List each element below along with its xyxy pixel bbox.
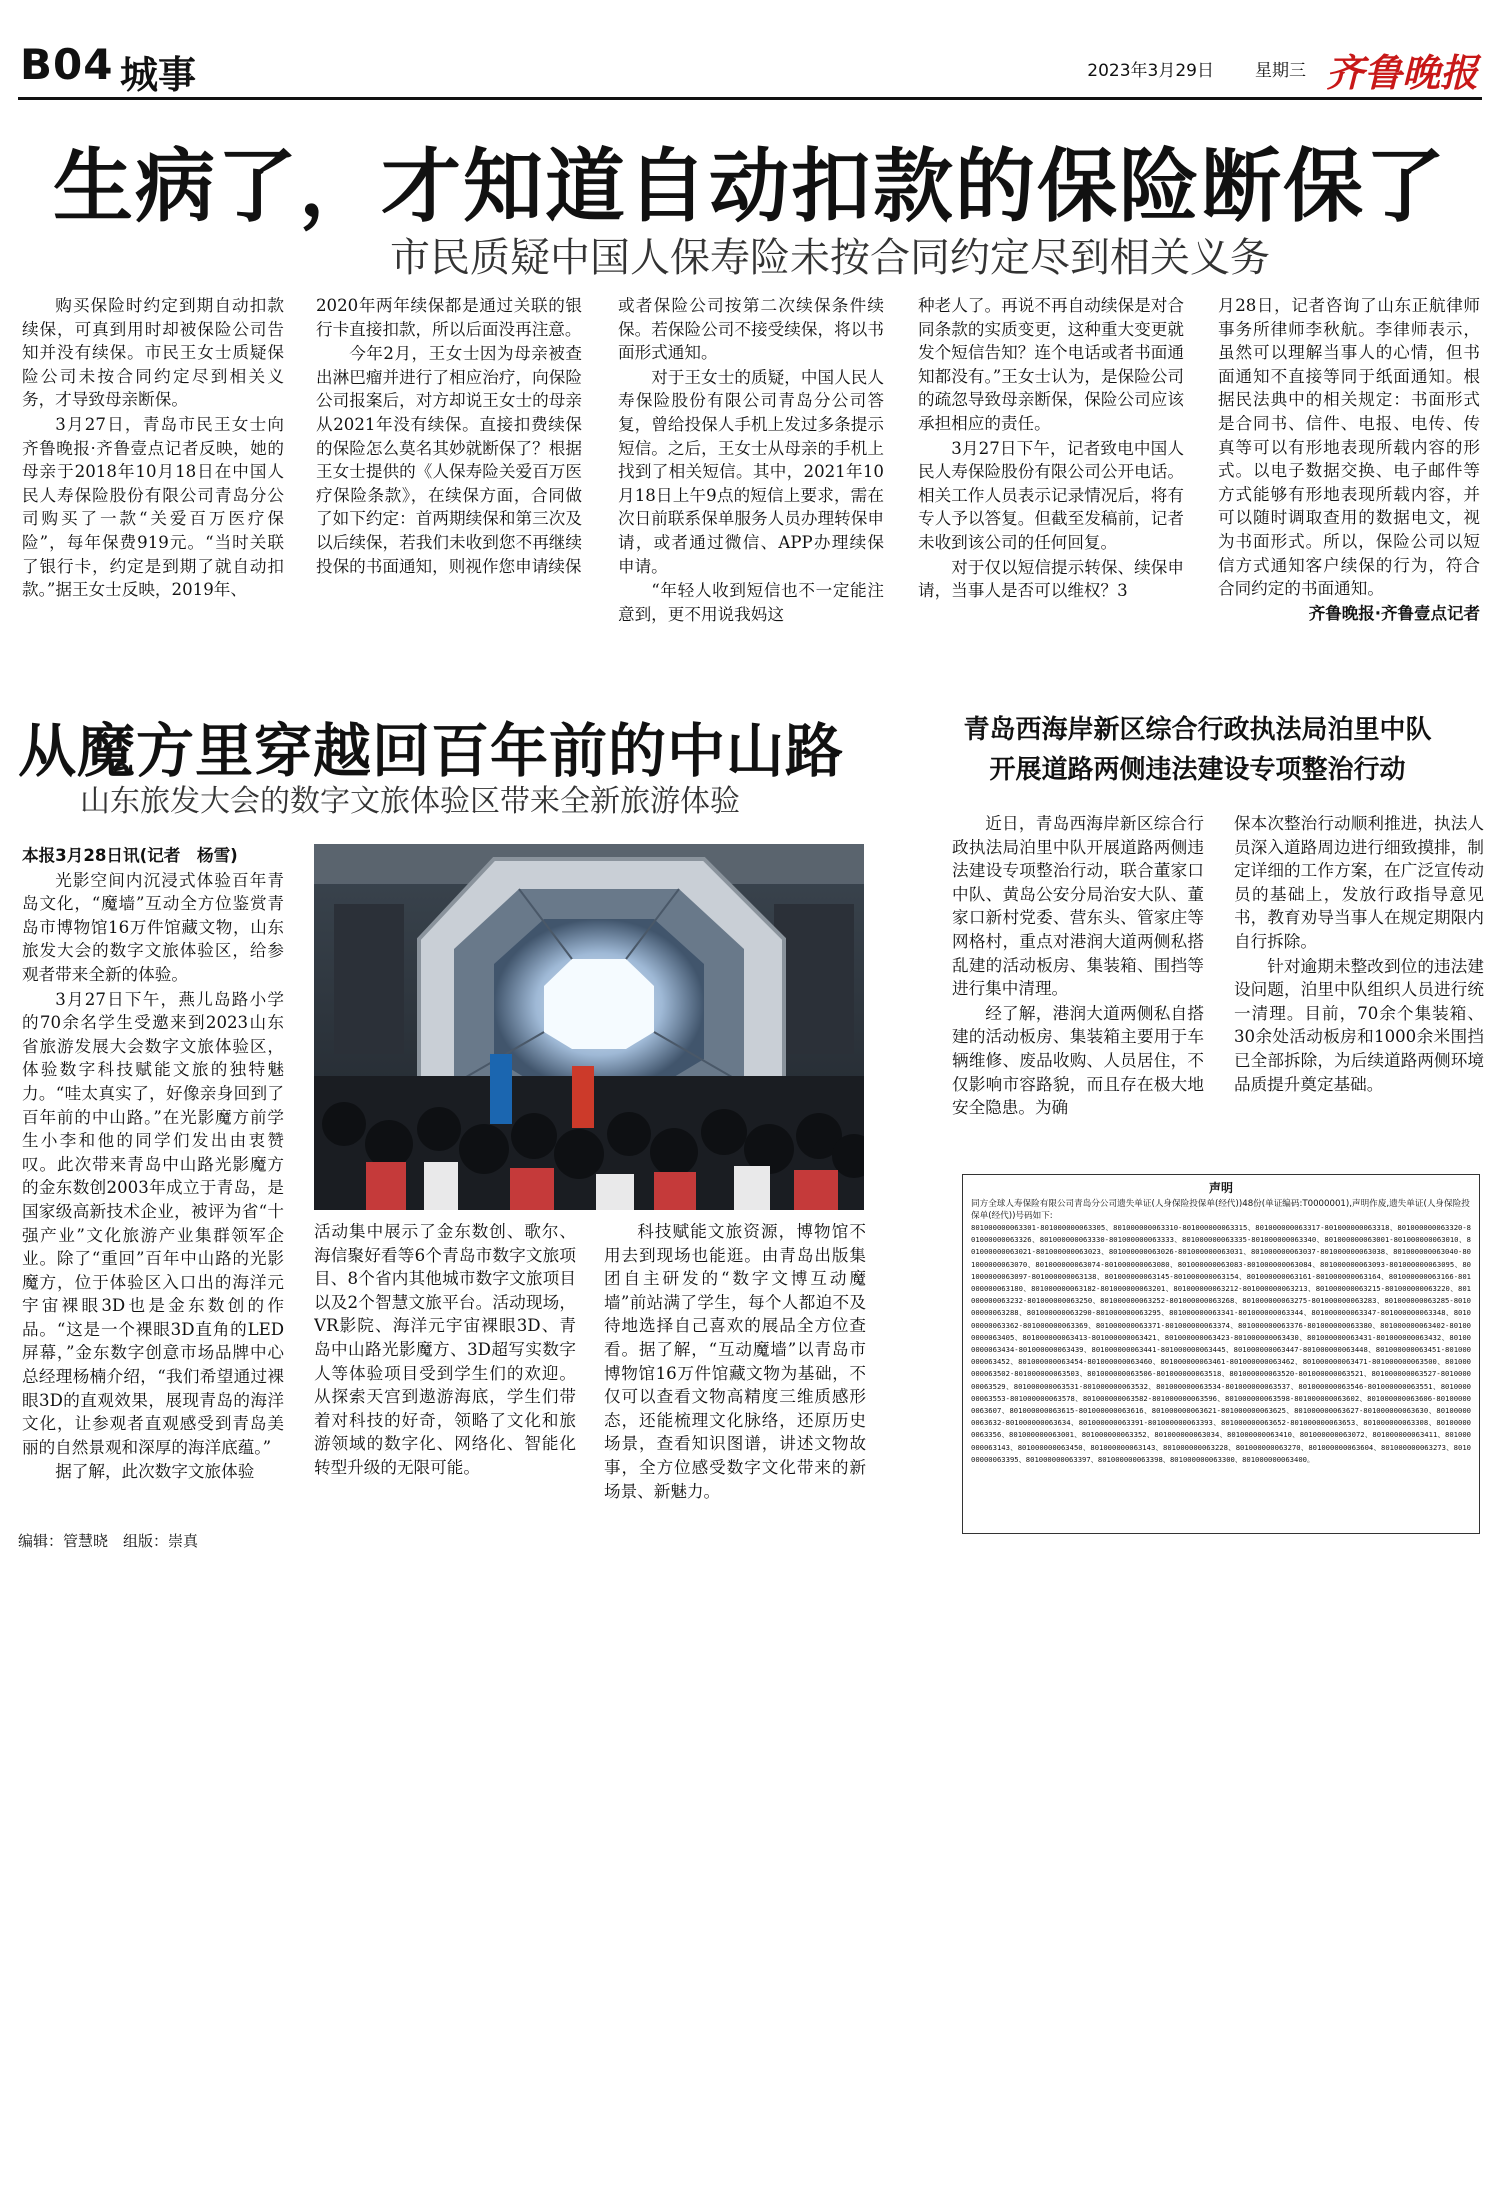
paragraph: 活动集中展示了金东数创、歌尔、海信聚好看等6个青岛市数字文旅项目、8个省内其他城市数字文旅项目以及2个智慧文旅平台。活动现场，VR影院、海洋元宇宙裸眼3D、青岛中山路光影魔方、3D超写实数字人等体验项目受到学生们的欢迎。从探索天宫到遨游海底，学生们带着对科技的好奇，领略了文化和旅游领域的数字化、网络化、智能化转型升级的无限可能。	[314, 1222, 576, 1477]
paragraph: 月28日，记者咨询了山东正航律师事务所律师李秋航。李律师表示，虽然可以理解当事人的心情，但书面通知不直接等同于纸面通知。根据民法典中的相关规定：书面形式是合同书、信件、电报、电传、传真等可以有形地表现所载内容的形式。以电子数据交换、电子邮件等方式能够有形地表现所载内容，并可以随时调取查用的数据电文，视为书面形式。所以，保险公司以短信方式通知客户续保的行为，符合合同约定的书面通知。	[1218, 296, 1480, 599]
article3-column-1	[952, 812, 1204, 1162]
paragraph: 针对逾期未整改到位的违法建设问题，泊里中队组织人员进行统一清理。目前，70余个集装箱、30余处活动板房和1000余米围挡已全部拆除，为后续道路两侧环境品质提升奠定基础。	[1234, 956, 1484, 1094]
paragraph: 或者保险公司按第二次续保条件续保。若保险公司不接受续保，将以书面形式通知。	[618, 296, 884, 363]
paragraph: 3月27日，青岛市民王女士向齐鲁晚报·齐鲁壹点记者反映，她的母亲于2018年10月18日在中国人民人寿保险股份有限公司青岛分公司购买了一款“关爱百万医疗保险”，每年保费919元。“当时关联了银行卡，约定是到期了就自动扣款。”据王女士反映，2019年、	[22, 414, 284, 600]
paragraph: 对于仅以短信提示转保、续保申请，当事人是否可以维权？3	[918, 557, 1184, 601]
cube-exhibit-photo	[314, 844, 864, 1210]
article2-subheadline: 山东旅发大会的数字文旅体验区带来全新旅游体验	[80, 784, 740, 819]
article1-column-4	[918, 294, 1184, 694]
notice-number-list: 801000000063301-801000000063305、801000000063310-801000000063315、801000000063317-801000000063318、801000000063320-801000000063326、801000000063330-801000000063333、801000000063335-801000000063340、801000000063001-801000000063010、801000000063021-801000000063023、801000000063026-801000000063031、801000000063037-801000000063038、801000000063040-801000000063070、801000000063074-801000000063080、801000000063083-801000000063084、801000000063093-801000000063095、801000000063097-801000000063138、801000000063145-801000000063154、801000000063161-801000000063164、801000000063166-801000000063180、801000000063182-801000000063201、801000000063212-801000000063213、801000000063215-801000000063220、801000000063232-801000000063250、801000000063252-801000000063268、801000000063275-801000000063283、801000000063285-801000000063288、801000000063290-801000000063295、801000000063341-801000000063344、801000000063347-801000000063348、801000000063362-801000000063369、801000000063371-801000000063374、801000000063376-801000000063380、801000000063402-801000000063405、801000000063413-801000000063421、801000000063423-801000000063430、801000000063431-801000000063432、801000000063434-801000000063439、801000000063441-801000000063445、801000000063447-801000000063448、801000000063451-801000000063452、801000000063454-801000000063460、801000000063461-801000000063462、801000000063471-801000000063500、801000000063502-801000000063503、801000000063506-801000000063518、801000000063520-801000000063521、801000000063527-801000000063529、801000000063531-801000000063532、801000000063534-801000000063537、801000000063546-801000000063551、801000000063553-801000000063578、801000000063582-801000000063596、801000000063598-801000000063602、801000000063606-801000000063607、801000000063615-801000000063616、801000000063621-801000000063625、801000000063627-801000000063630、801000000063632-801000000063634、801000000063391-801000000063393、801000000063652-801000000063653、801000000063308、801000000063356、801000000063001、801000000063352、801000000063034、801000000063410、801000000063072、801000000063411、801000000063143、801000000063450、801000000063143、801000000063228、801000000063270、801000000063604、801000000063273、801000000063395、801000000063397、801000000063398、801000000063300、801000000063400。	[971, 1223, 1471, 1464]
issue-date: 2023年3月29日	[1087, 61, 1214, 81]
paragraph: 3月27日下午，记者致电中国人民人寿保险股份有限公司公开电话。相关工作人员表示记录情况后，将有专人予以答复。但截至发稿前，记者未收到该公司的任何回复。	[918, 438, 1184, 552]
article3-headline-line1: 青岛西海岸新区综合行政执法局泊里中队	[963, 715, 1432, 745]
paragraph: 光影空间内沉浸式体验百年青岛文化，“魔墙”互动全方位鉴赏青岛市博物馆16万件馆藏文物，山东旅发大会的数字文旅体验区，给参观者带来全新的体验。	[22, 870, 284, 984]
paragraph: 据了解，此次数字文旅体验	[55, 1462, 255, 1482]
article3-headline-line2: 开展道路两侧违法建设专项整治行动	[989, 755, 1406, 785]
notice-title: 声明	[1208, 1181, 1233, 1195]
paragraph: 近日，青岛西海岸新区综合行政执法局泊里中队开展道路两侧违法建设专项整治行动，联合董家口中队、黄岛公安分局治安大队、董家口新村党委、营东头、管家庄等网格村，重点对港润大道两侧私搭乱建的活动板房、集装箱、围挡等进行集中清理。	[952, 814, 1204, 999]
article3-headline	[935, 710, 1460, 790]
paragraph: 今年2月，王女士因为母亲被查出淋巴瘤并进行了相应治疗，向保险公司报案后，对方却说王女士的母亲从2021年没有续保。直接扣费续保的保险怎么莫名其妙就断保了？根据王女士提供的《人保寿险关爱百万医疗保险条款》，在续保方面，合同做了如下约定：首两期续保和第三次及以后续保，若我们未收到您不再继续投保的书面通知，则视作您申请续保	[316, 344, 582, 576]
article1-column-1	[22, 294, 284, 694]
paragraph: 购买保险时约定到期自动扣款续保，可真到用时却被保险公司告知并没有续保。市民王女士质疑保险公司未按合同约定尽到相关义务，才导致母亲断保。	[22, 296, 284, 410]
article1-column-5	[1218, 294, 1480, 694]
page-number: B04	[20, 40, 114, 89]
article3-column-2	[1234, 812, 1484, 1162]
article1-byline: 齐鲁晚报·齐鲁壹点记者	[1308, 603, 1480, 623]
paragraph: 3月27日下午，燕儿岛路小学的70余名学生受邀来到2023山东省旅游发展大会数字文旅体验区，体验数字科技赋能文旅的独特魅力。“哇太真实了，好像亲身回到了百年前的中山路。”在光影魔方前学生小李和他的同学们发出由衷赞叹。此次带来青岛中山路光影魔方的金东数创2003年成立于青岛，是国家级高新技术企业，被评为省“十强产业”文化旅游产业集群领军企业。除了“重回”百年中山路的光影魔方，位于体验区入口出的海洋元宇宙裸眼3D也是金东数创的作品。“这是一个裸眼3D直角的LED屏幕，”金东数字创意市场品牌中心总经理杨楠介绍，“我们希望通过裸眼3D的直观效果，展现青岛的海洋文化，让参观者直观感受到青岛美丽的自然景观和深厚的海洋底蕴。”	[22, 989, 284, 1457]
article2-headline: 从魔方里穿越回百年前的中山路	[18, 717, 845, 785]
issue-weekday: 星期三	[1255, 61, 1306, 81]
article1-column-2	[316, 294, 582, 694]
article2-column-2	[314, 1220, 576, 1510]
paragraph: 对于王女士的质疑，中国人民人寿保险股份有限公司青岛分公司答复，曾给投保人手机上发过多条提示短信。之后，王女士从母亲的手机上找到了相关短信。其中，2021年10月18日上午9点的短信上要求，需在次日前联系保单服务人员办理转保申请，或者通过微信、APP办理续保申请。	[618, 367, 884, 576]
loss-notice-box	[962, 1174, 1480, 1534]
page-header	[18, 38, 1482, 100]
paragraph: 保本次整治行动顺利推进，执法人员深入道路周边进行细致摸排，制定详细的工作方案，在广泛宣传动员的基础上，发放行政指导意见书，教育劝导当事人在规定期限内自行拆除。	[1234, 814, 1484, 951]
newspaper-logo: 齐鲁晚报	[1325, 50, 1478, 95]
article1-subheadline: 市民质疑中国人保寿险未按合同约定尽到相关义务	[390, 235, 1270, 281]
article1-headline: 生病了，才知道自动扣款的保险断保了	[53, 140, 1447, 233]
article2-column-1	[22, 844, 284, 1504]
photo-illustration	[314, 844, 864, 1210]
paragraph: 科技赋能文旅资源，博物馆不用去到现场也能逛。由青岛出版集团自主研发的“数字文博互动魔墙”前站满了学生，每个人都迫不及待地选择自己喜欢的展品全方位查看。据了解，“互动魔墙”以青岛市博物馆16万件馆藏文物为基础，不仅可以查看文物高精度三维质感形态，还能梳理文化脉络，还原历史场景，查看知识图谱，讲述文物故事，全方位感受数字文化带来的新场景、新魅力。	[604, 1222, 866, 1501]
paragraph: 2020年两年续保都是通过关联的银行卡直接扣款，所以后面没再注意。	[316, 296, 582, 339]
section-name: 城事	[120, 52, 197, 97]
editor-credit: 编辑：管慧晓 组版：崇真	[18, 1532, 199, 1550]
paragraph: 种老人了。再说不再自动续保是对合同条款的实质变更，这种重大变更就发个短信告知？连个电话或者书面通知都没有。”王女士认为，是保险公司的疏忽导致母亲断保，保险公司应该承担相应的责任。	[918, 296, 1184, 433]
article2-dateline: 本报3月28日讯(记者 杨雪)	[22, 846, 238, 865]
article1-column-3	[618, 294, 884, 694]
paragraph: 经了解，港润大道两侧私自搭建的活动板房、集装箱主要用于车辆维修、废品收购、人员居住，不仅影响市容路貌，而且存在极大地安全隐患。为确	[952, 1003, 1204, 1118]
article2-column-3	[604, 1220, 866, 1510]
paragraph: “年轻人收到短信也不一定能注意到，更不用说我妈这	[618, 581, 884, 624]
notice-intro: 同方全球人寿保险有限公司青岛分公司遗失单证(人身保险投保单(经代))48份(单证编码:T0000001),声明作废,遗失单证(人身保险投保单(经代))号码如下:	[971, 1199, 1470, 1221]
